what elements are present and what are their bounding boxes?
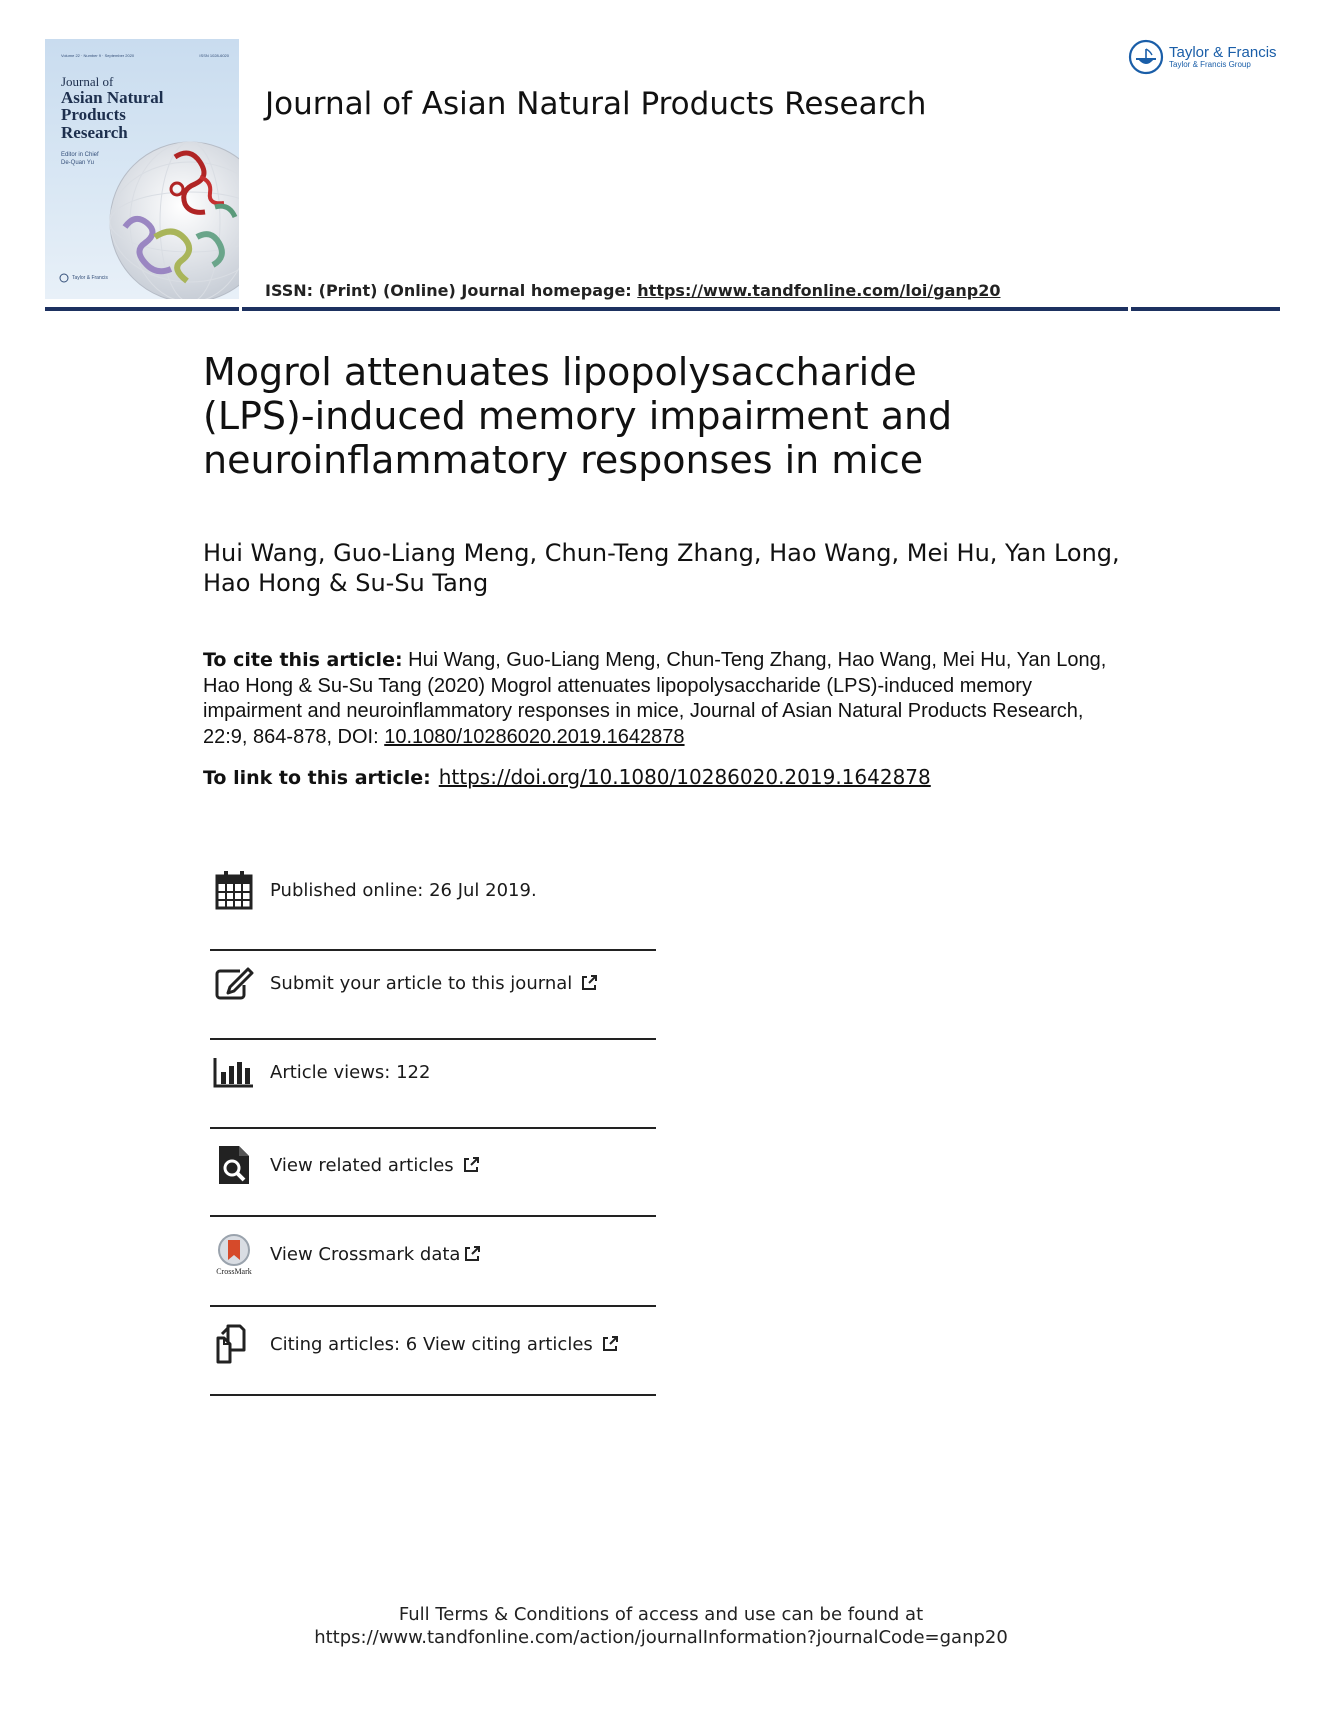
cover-issn-line: ISSN 1028-6020	[199, 53, 229, 58]
edit-icon	[210, 959, 258, 1007]
published-online-text: Published online: 26 Jul 2019.	[270, 879, 537, 901]
cover-editor-role: Editor in Chief	[61, 152, 99, 158]
article-doi-link[interactable]: https://doi.org/10.1080/10286020.2019.1642878	[438, 765, 931, 789]
journal-cover	[45, 39, 239, 299]
info-divider	[210, 1127, 656, 1129]
cover-publisher-name: Taylor & Francis	[72, 275, 108, 281]
info-divider	[210, 949, 656, 951]
link-label: To link to this article:	[203, 767, 431, 789]
journal-homepage-link[interactable]: https://www.tandfonline.com/loi/ganp20	[637, 281, 1001, 300]
issn-label: ISSN: (Print) (Online) Journal homepage:	[265, 281, 638, 300]
article-authors: Hui Wang, Guo-Liang Meng, Chun-Teng Zhang, Hao Wang, Mei Hu, Yan Long, Hao Hong & Su-Su Tang	[203, 539, 1120, 597]
submit-article-row[interactable]	[210, 953, 656, 1013]
external-link-icon	[463, 1245, 481, 1263]
protein-globe-illustration	[105, 137, 239, 299]
publisher-logo[interactable]	[1128, 39, 1277, 75]
related-articles-row[interactable]	[210, 1135, 656, 1195]
journal-title: Journal of Asian Natural Products Research	[265, 86, 927, 122]
cite-text: Hui Wang, Guo-Liang Meng, Chun-Teng Zhang, Hao Wang, Mei Hu, Yan Long, Hao Hong & Su-Su Tang (2020) Mogrol attenuates lipopolysaccharide (LPS)-induced memory impairment and neuroinflammatory responses in mice, Journal of Asian Natural Products Research, 22:9, 864-878, DOI:	[203, 649, 1107, 748]
article-link-line	[203, 765, 931, 789]
cite-label: To cite this article:	[203, 649, 403, 671]
related-articles-link[interactable]: View related articles	[270, 1154, 454, 1176]
info-divider	[210, 1215, 656, 1217]
cover-title	[61, 75, 191, 142]
issn-line	[265, 281, 1001, 300]
citing-articles-row[interactable]	[210, 1314, 656, 1374]
citing-articles-link[interactable]: Citing articles: 6 View citing articles	[270, 1333, 593, 1355]
external-link-icon	[601, 1335, 619, 1353]
info-divider	[210, 1038, 656, 1040]
footer-terms-link[interactable]: https://www.tandfonline.com/action/journalInformation?journalCode=ganp20	[314, 1627, 1008, 1648]
cover-publisher-logo	[59, 273, 108, 283]
crossmark-row[interactable]	[210, 1224, 656, 1284]
cover-title-big: Asian Natural Products Research	[61, 87, 164, 143]
footer-line-1: Full Terms & Conditions of access and use can be found at	[398, 1604, 924, 1625]
copy-documents-icon	[210, 1320, 258, 1368]
article-title: Mogrol attenuates lipopolysaccharide (LPS)-induced memory impairment and neuroinflammatory responses in mice	[203, 350, 953, 482]
crossmark-icon	[210, 1230, 258, 1278]
cover-title-small: Journal of	[61, 74, 114, 89]
crossmark-link[interactable]: View Crossmark data	[270, 1243, 461, 1265]
cover-volume-line: Volume 22 · Number 9 · September 2020	[61, 53, 135, 58]
info-divider	[210, 1394, 656, 1396]
publisher-group: Taylor & Francis Group	[1169, 60, 1251, 69]
submit-article-link[interactable]: Submit your article to this journal	[270, 972, 573, 994]
cover-editor	[61, 152, 99, 168]
taylor-francis-logo-icon	[1128, 39, 1164, 75]
bar-chart-icon	[210, 1048, 258, 1096]
publisher-name: Taylor & Francis	[1169, 44, 1277, 61]
calendar-icon	[210, 866, 258, 914]
citation-block	[203, 648, 1123, 750]
cite-doi-link[interactable]: 10.1080/10286020.2019.1642878	[384, 725, 685, 748]
info-divider	[210, 1305, 656, 1307]
article-views-row	[210, 1042, 656, 1102]
crossmark-caption: CrossMark	[216, 1266, 252, 1276]
footer-terms	[0, 1603, 1322, 1649]
header-rule	[45, 307, 1280, 311]
external-link-icon	[462, 1156, 480, 1174]
document-search-icon	[210, 1141, 258, 1189]
external-link-icon	[580, 974, 598, 992]
published-online-row	[210, 860, 656, 920]
cover-publisher-icon	[59, 273, 69, 283]
cover-editor-name: De-Quan Yu	[61, 159, 94, 166]
article-views-text: Article views: 122	[270, 1061, 431, 1083]
